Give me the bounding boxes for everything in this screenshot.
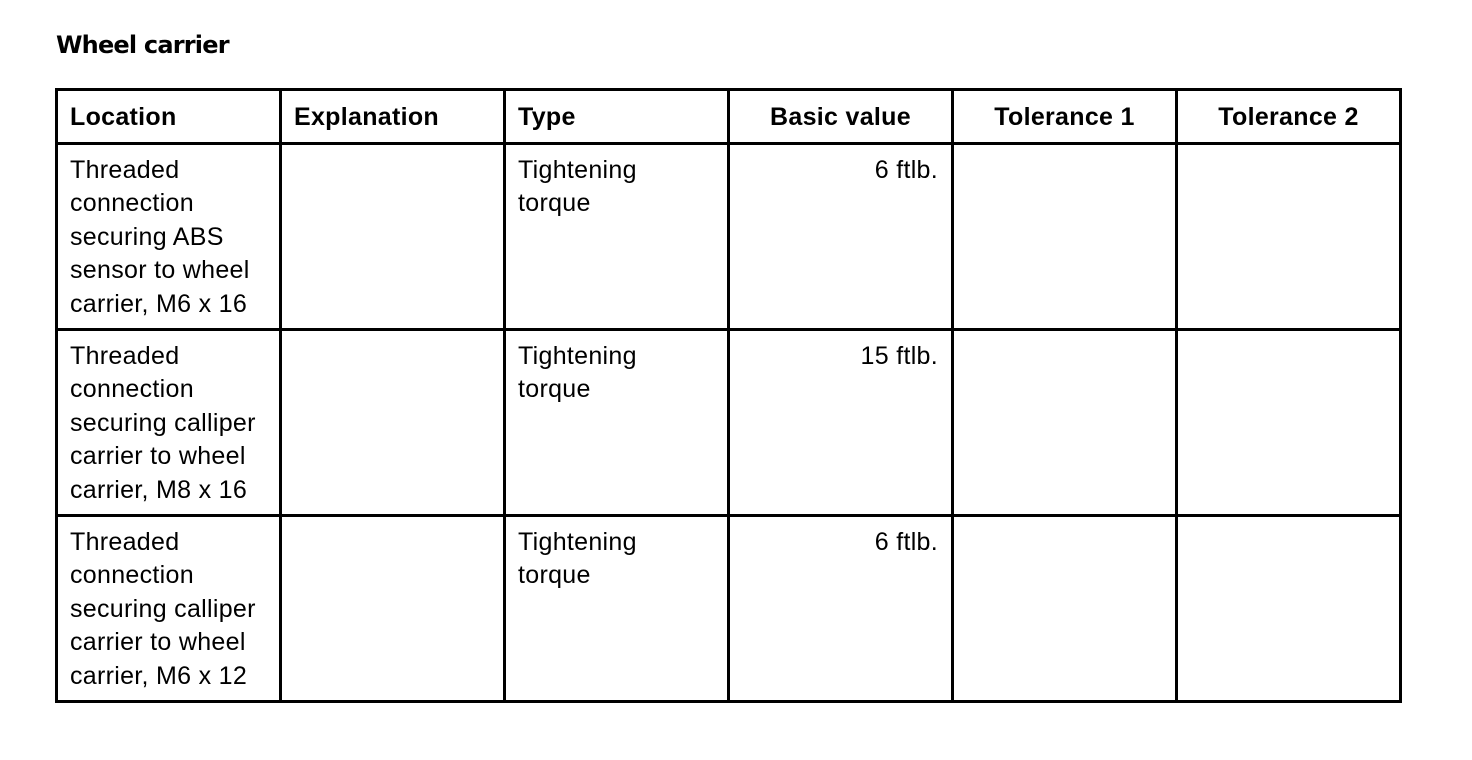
explanation-cell (281, 516, 505, 702)
header-location: Location (57, 90, 281, 144)
table-row (57, 144, 1401, 330)
torque-spec-table (55, 88, 1402, 703)
explanation-cell (281, 330, 505, 516)
tolerance-2-cell (1177, 144, 1401, 330)
table-header-row (57, 90, 1401, 144)
tolerance-1-cell (953, 516, 1177, 702)
table-row (57, 516, 1401, 702)
location-cell: Threaded connection securing calliper carrier to wheel carrier, M6 x 12 (57, 516, 281, 702)
type-cell: Tightening torque (505, 330, 729, 516)
header-basic-value: Basic value (729, 90, 953, 144)
table-row (57, 330, 1401, 516)
location-cell: Threaded connection securing calliper carrier to wheel carrier, M8 x 16 (57, 330, 281, 516)
tolerance-2-cell (1177, 516, 1401, 702)
tolerance-1-cell (953, 330, 1177, 516)
explanation-cell (281, 144, 505, 330)
tolerance-2-cell (1177, 330, 1401, 516)
header-tolerance-2: Tolerance 2 (1177, 90, 1401, 144)
header-type: Type (505, 90, 729, 144)
basic-value-cell: 6 ftlb. (729, 516, 953, 702)
basic-value-cell: 15 ftlb. (729, 330, 953, 516)
type-cell: Tightening torque (505, 516, 729, 702)
header-tolerance-1: Tolerance 1 (953, 90, 1177, 144)
header-explanation: Explanation (281, 90, 505, 144)
tolerance-1-cell (953, 144, 1177, 330)
page-title: Wheel carrier (56, 31, 229, 59)
basic-value-cell: 6 ftlb. (729, 144, 953, 330)
type-cell: Tightening torque (505, 144, 729, 330)
location-cell: Threaded connection securing ABS sensor to wheel carrier, M6 x 16 (57, 144, 281, 330)
